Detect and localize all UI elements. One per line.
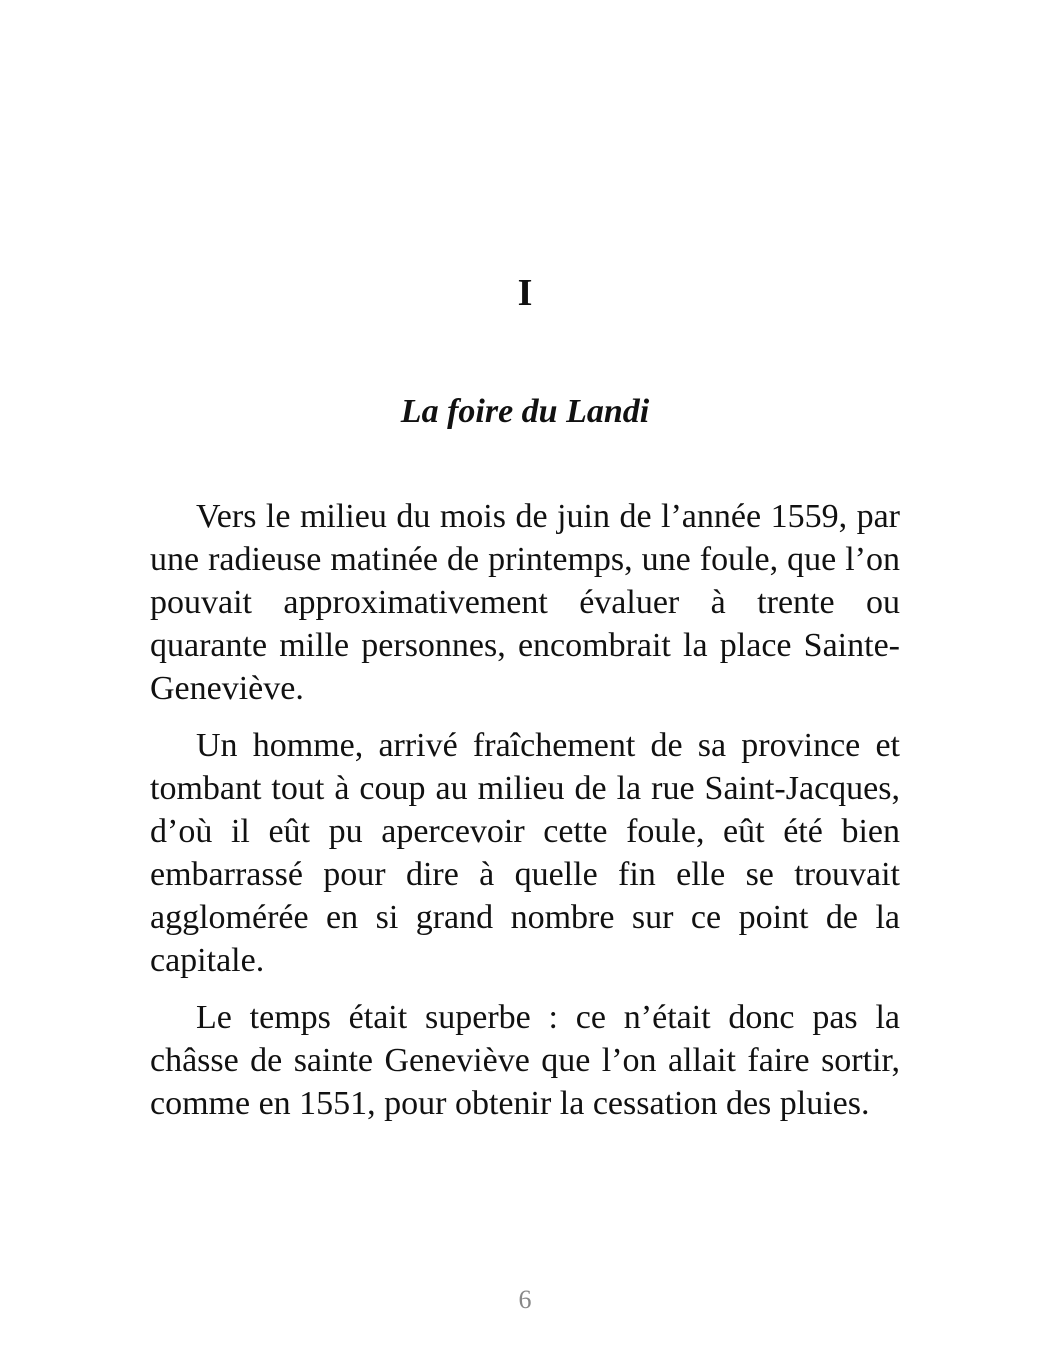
paragraph: Un homme, arrivé fraîchement de sa province et tombant tout à coup au milieu de la rue Saint-Jacques, d’où il eût pu apercevoir cette foule, eût été bien embarrassé pour dire à quelle fin elle se trouvait agglomérée en si grand nombre sur ce point de la capitale.: [150, 727, 900, 979]
chapter-title: La foire du Landi: [400, 393, 650, 430]
paragraph: Vers le milieu du mois de juin de l’année 1559, par une radieuse matinée de printemps, une foule, que l’on pouvait approximativement évaluer à trente ou quarante mille personnes, encombrait la place Sainte-Geneviève.: [150, 498, 900, 707]
chapter-body: [150, 495, 900, 1139]
page-number: 6: [518, 1285, 532, 1314]
chapter-number: I: [517, 272, 533, 314]
paragraph: Le temps était superbe : ce n’était donc pas la châsse de sainte Geneviève que l’on allait faire sortir, comme en 1551, pour obtenir la cessation des pluies.: [150, 999, 900, 1122]
